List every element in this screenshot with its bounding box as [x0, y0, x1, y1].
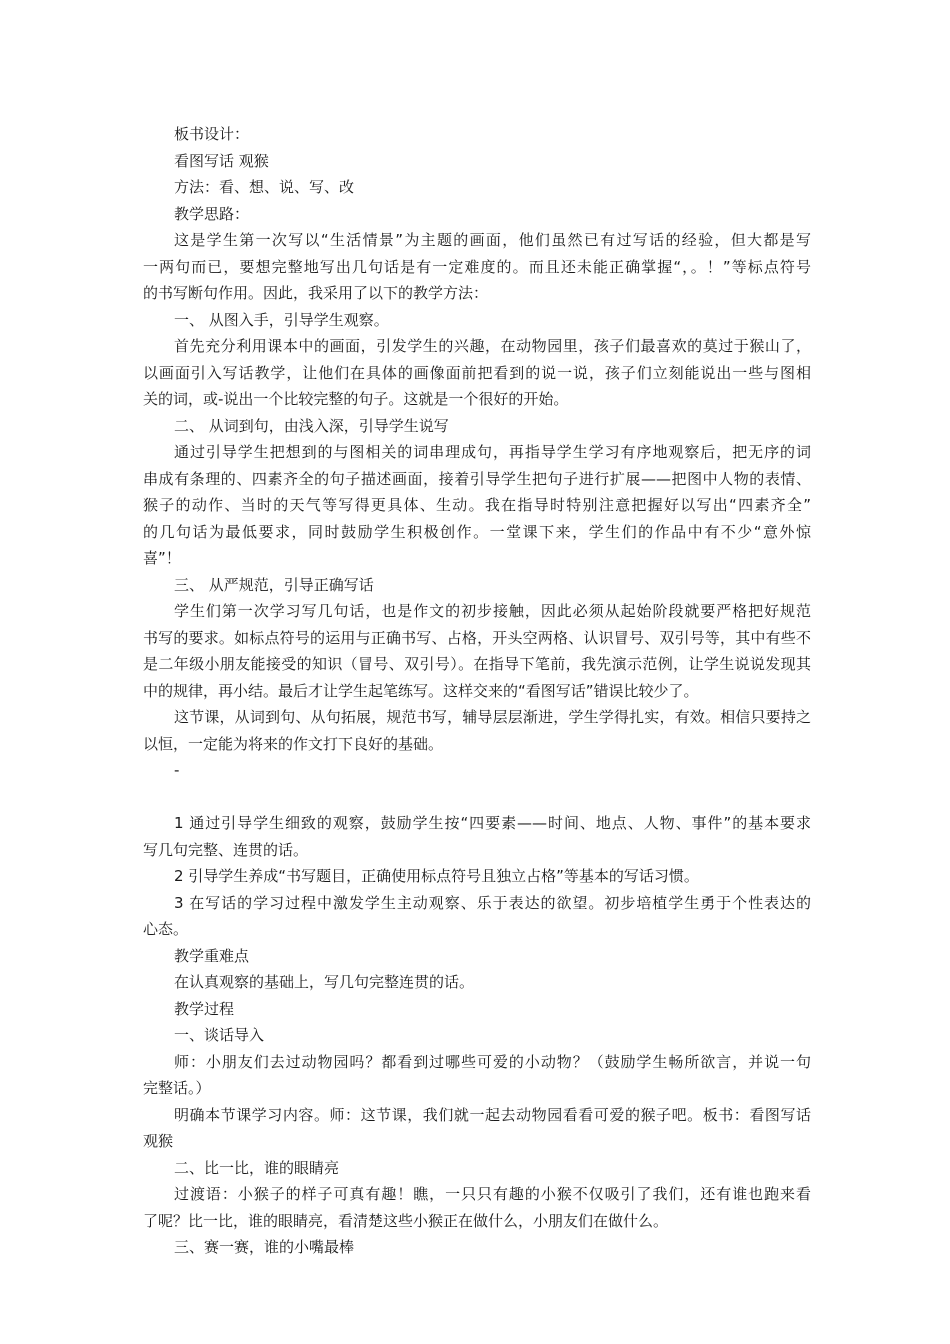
step1-heading: 一、谈话导入	[174, 1026, 265, 1044]
method1-paragraph	[143, 333, 811, 413]
paragraph-line: 以恒，一定能为将来的作文打下良好的基础。	[143, 734, 444, 753]
paragraph-line: 过渡语：小猴子的样子可真有趣！瞧，一只只有趣的小猴不仅吸引了我们，还有谁也跑来看	[174, 1185, 811, 1203]
paragraph-line: 这节课，从词到句、从句拓展，规范书写，辅导层层渐进，学生学得扎实，有效。相信只要持之	[174, 708, 811, 726]
paragraph-line: 3 在写话的学习过程中激发学生主动观察、乐于表达的欲望。初步培植学生勇于个性表达的	[174, 893, 811, 912]
paragraph-line: 学生们第一次学习写几句话，也是作文的初步接触，因此必须从起始阶段就要严格把好规范	[174, 602, 811, 620]
method1-heading: 一、 从图入手，引导学生观察。	[174, 310, 389, 329]
paragraph-line: 首先充分利用课本中的画面，引发学生的兴趣，在动物园里，孩子们最喜欢的莫过于猴山了，	[174, 337, 811, 355]
paragraph-line: 喜”！	[143, 549, 181, 567]
paragraph-line: 中的规律，再小结。最后才让学生起笔练写。这样交来的“看图写话”错误比较少了。	[143, 681, 699, 700]
paragraph-line: 心态。	[143, 920, 189, 938]
dash-mark: -	[174, 761, 180, 779]
key-points-text: 在认真观察的基础上，写几句完整连贯的话。	[174, 973, 475, 991]
paragraph-line: 的书写断句作用。因此，我采用了以下的教学方法：	[143, 284, 489, 302]
paragraph-line: 观猴	[143, 1132, 174, 1150]
summary-paragraph	[143, 704, 811, 757]
paragraph-line: 关的词，或-说出一个比较完整的句子。这就是一个很好的开始。	[143, 390, 569, 408]
step1b-paragraph	[143, 1102, 811, 1155]
paragraph-line: 串成有条理的、四素齐全的句子描述画面，接着引导学生把句子进行扩展——把图中人物的表情、	[143, 469, 811, 488]
paragraph-line: 猴子的动作、当时的天气等写得更具体、生动。我在指导时特别注意把握好以写出“四素齐全”	[143, 496, 811, 514]
method-line: 方法：看、想、说、写、改	[174, 178, 355, 196]
goal3-paragraph	[143, 890, 811, 943]
method2-paragraph	[143, 439, 811, 572]
board-design-label: 板书设计：	[174, 125, 250, 143]
method2-heading: 二、 从词到句，由浅入深，引导学生说写	[174, 416, 449, 435]
paragraph-line: 书写的要求。如标点符号的运用与正确书写、占格，开头空两格、认识冒号、双引号等，其中有些不	[143, 628, 811, 647]
blank-line	[143, 784, 811, 811]
paragraph-line: 是二年级小朋友能接受的知识（冒号、双引号）。在指导下笔前，我先演示范例，让学生说说发现其	[143, 655, 811, 673]
step1-paragraph	[143, 1049, 811, 1102]
paragraph-line: 通过引导学生把想到的与图相关的词串理成句，再指导学生学习有序地观察后，把无序的词	[174, 443, 811, 461]
method3-heading: 三、 从严规范，引导正确写话	[174, 575, 374, 594]
paragraph-line: 的几句话为最低要求，同时鼓励学生积极创作。一堂课下来，学生们的作品中有不少“意外惊	[143, 522, 811, 541]
intro-paragraph	[143, 227, 811, 307]
step2-paragraph	[143, 1181, 811, 1234]
paragraph-line: 师：小朋友们去过动物园吗？都看到过哪些可爱的小动物？（鼓励学生畅所欲言，并说一句	[174, 1052, 811, 1071]
step2-heading: 二、比一比，谁的眼睛亮	[174, 1158, 340, 1177]
paragraph-line: 明确本节课学习内容。师：这节课，我们就一起去动物园看看可爱的猴子吧。板书：看图写话	[174, 1105, 811, 1124]
document-page	[143, 121, 811, 1261]
goal1-paragraph	[143, 810, 811, 863]
paragraph-line: 完整话。）	[143, 1079, 211, 1097]
goal2-line: 2 引导学生养成“书写题目，正确使用标点符号且独立占格”等基本的写话习惯。	[174, 867, 699, 885]
paragraph-line: 这是学生第一次写以“生活情景”为主题的画面，他们虽然已有过写话的经验，但大都是写	[174, 231, 811, 249]
paragraph-line: 以画面引入写话教学，让他们在具体的画像面前把看到的说一说，孩子们立刻能说出一些与图相	[143, 363, 811, 382]
teaching-thought-label: 教学思路：	[174, 204, 250, 223]
paragraph-line: 1 通过引导学生细致的观察，鼓励学生按“四要素——时间、地点、人物、事件”的基本要求	[174, 814, 811, 832]
board-title: 看图写话 观猴	[174, 151, 269, 170]
step3-heading: 三、赛一赛，谁的小嘴最棒	[174, 1238, 355, 1256]
paragraph-line: 写几句完整、连贯的话。	[143, 840, 309, 859]
process-label: 教学过程	[174, 999, 235, 1018]
key-points-label: 教学重难点	[174, 946, 250, 965]
paragraph-line: 了呢？比一比，谁的眼睛亮，看清楚这些小猴正在做什么，小朋友们在做什么。	[143, 1211, 669, 1230]
method3-paragraph	[143, 598, 811, 704]
paragraph-line: 一两句而已，要想完整地写出几句话是有一定难度的。而且还未能正确掌握“，。！”等标点符号	[143, 257, 811, 276]
